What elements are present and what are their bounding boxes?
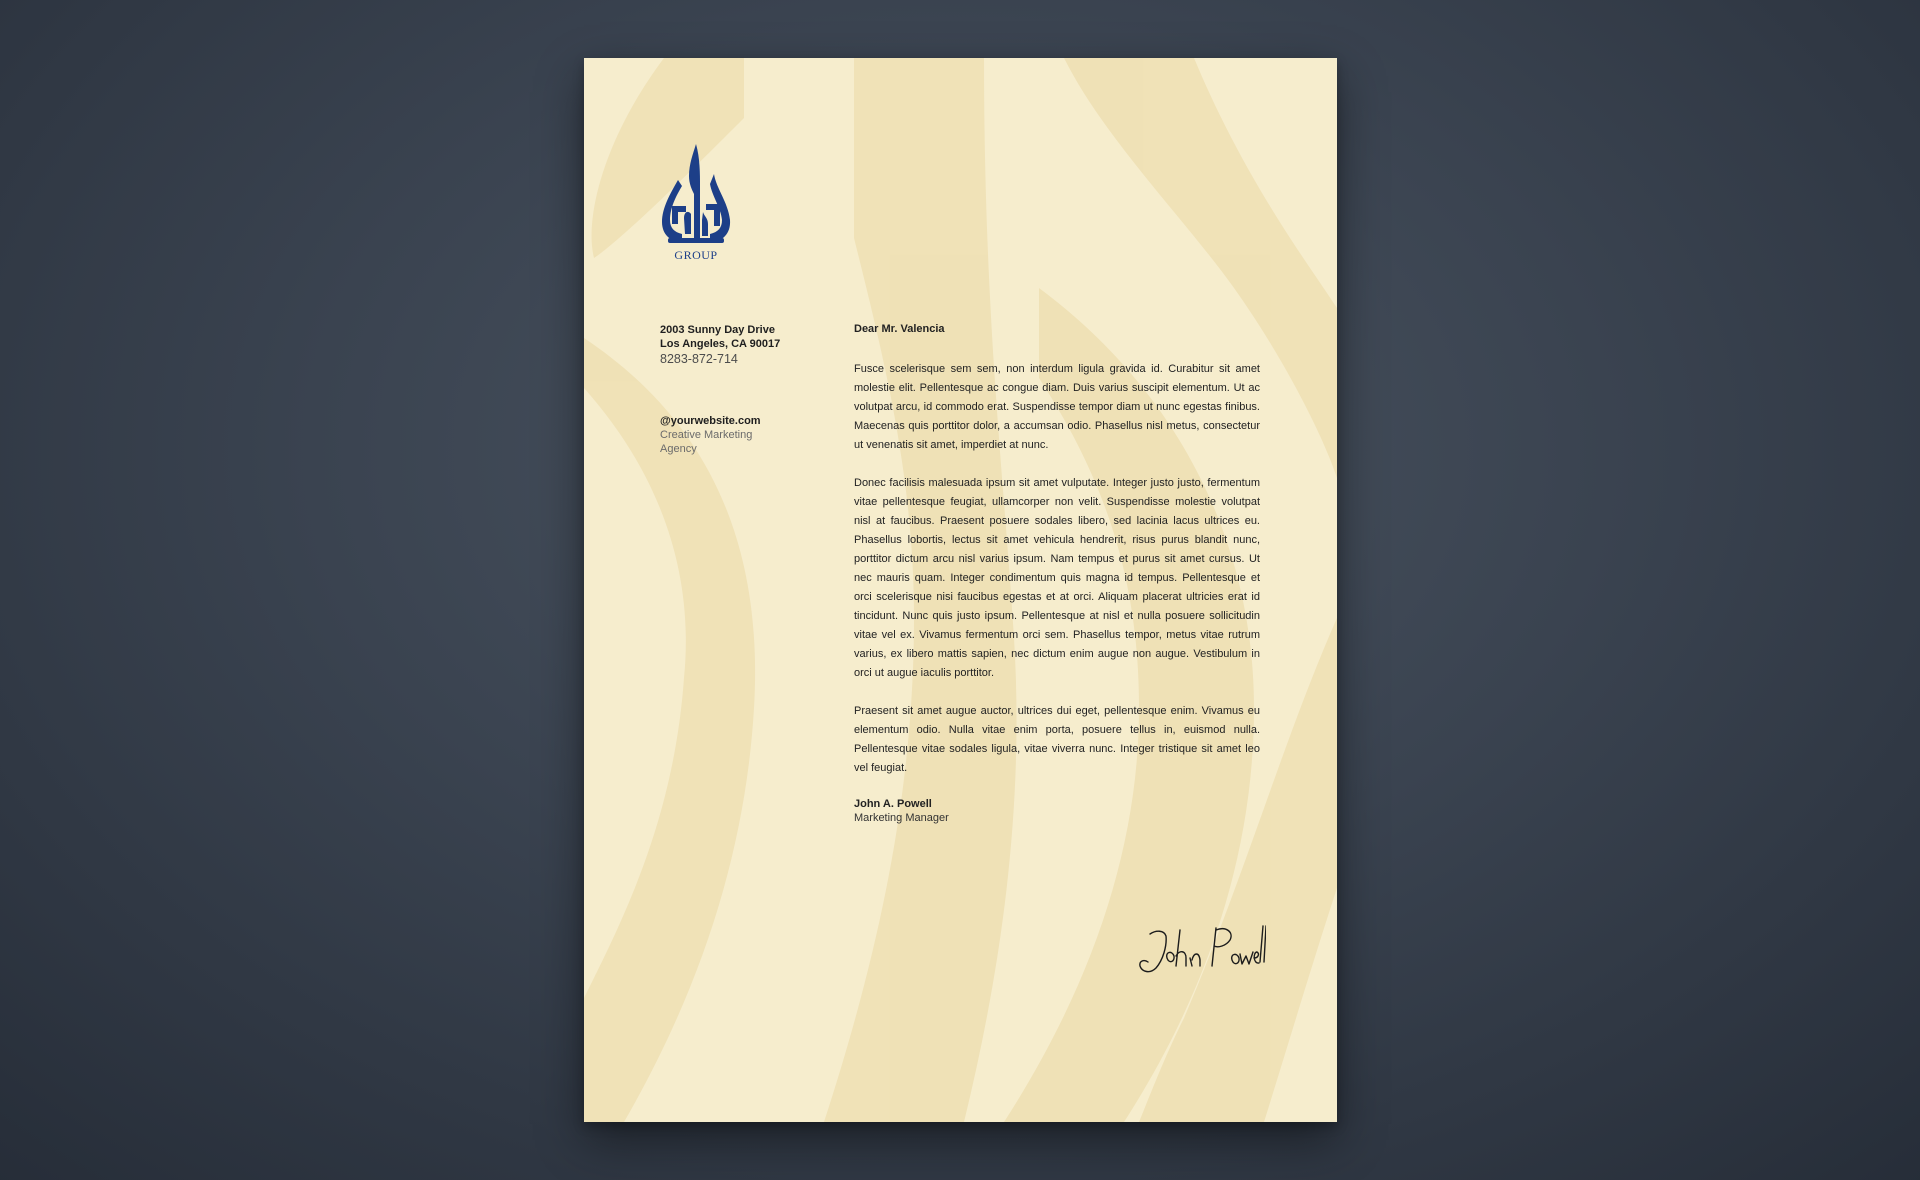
letterhead-page bbox=[584, 58, 1337, 1122]
signer-title: Marketing Manager bbox=[854, 812, 949, 824]
sender-tagline-1: Creative Marketing bbox=[660, 429, 753, 441]
sender-tagline-2: Agency bbox=[660, 443, 697, 455]
logo-wordmark: GROUP bbox=[674, 248, 718, 262]
signer-name: John A. Powell bbox=[854, 798, 932, 810]
salutation: Dear Mr. Valencia bbox=[854, 323, 945, 335]
sender-city: Los Angeles, CA 90017 bbox=[660, 338, 781, 350]
handwritten-signature bbox=[1136, 920, 1266, 982]
body-paragraph: Donec facilisis malesuada ipsum sit amet vulputate. Integer justo justo, fermentum vitae pellentesque feugiat, ullamcorper non velit. Suspendisse molestie volutpat nisl at faucibus. Praesent posuere sodales libero, sed lacinia lacus ultrices eu. Phasellus lobortis, lectus sit amet vehicula hendrerit, risus purus blandit nunc, porttitor dictum arcu nisl varius ipsum. Nam tempus et purus sit amet cursus. Ut nec mauris quam. Integer condimentum quis magna id tempus. Pellentesque et orci scelerisque nisi faucibus egestas et at orci. Aliquam placerat ultricies erat id tincidunt. Nunc quis justo ipsum. Pellentesque at nisl et nulla posuere sollicitudin vitae vel ex. Vivamus fermentum orci sem. Phasellus tempor, metus vitae rutrum varius, ex libero mattis sapien, nec dictum enim augue non augue. Vestibulum in orci ut augue iaculis porttitor. bbox=[854, 477, 1260, 679]
letter-body bbox=[854, 322, 1260, 825]
company-logo bbox=[658, 144, 734, 266]
sender-web-block bbox=[660, 414, 820, 456]
calligraphy-flame-icon bbox=[658, 144, 734, 248]
sender-website: @yourwebsite.com bbox=[660, 415, 761, 427]
sender-address-block bbox=[660, 323, 820, 368]
body-paragraph: Fusce scelerisque sem sem, non interdum ligula gravida id. Curabitur sit amet molestie elit. Pellentesque ac congue diam. Duis varius suscipit elementum. Ut ac volutpat arcu, id commodo erat. Suspendisse tempor diam ut nunc egestas finibus. Maecenas quis porttitor dolor, a accumsan odio. Phasellus nisl metus, consectetur ut venenatis sit amet, imperdiet at nunc. bbox=[854, 363, 1260, 451]
sender-street: 2003 Sunny Day Drive bbox=[660, 324, 775, 336]
body-paragraph: Praesent sit amet augue auctor, ultrices dui eget, pellentesque enim. Vivamus eu elementum odio. Nulla vitae enim porta, posuere tellus in, euismod nulla. Pellentesque vitae sodales ligula, vitae viverra nunc. Integer tristique sit amet leo vel feugiat. bbox=[854, 705, 1260, 774]
sender-phone: 8283-872-714 bbox=[660, 352, 738, 366]
